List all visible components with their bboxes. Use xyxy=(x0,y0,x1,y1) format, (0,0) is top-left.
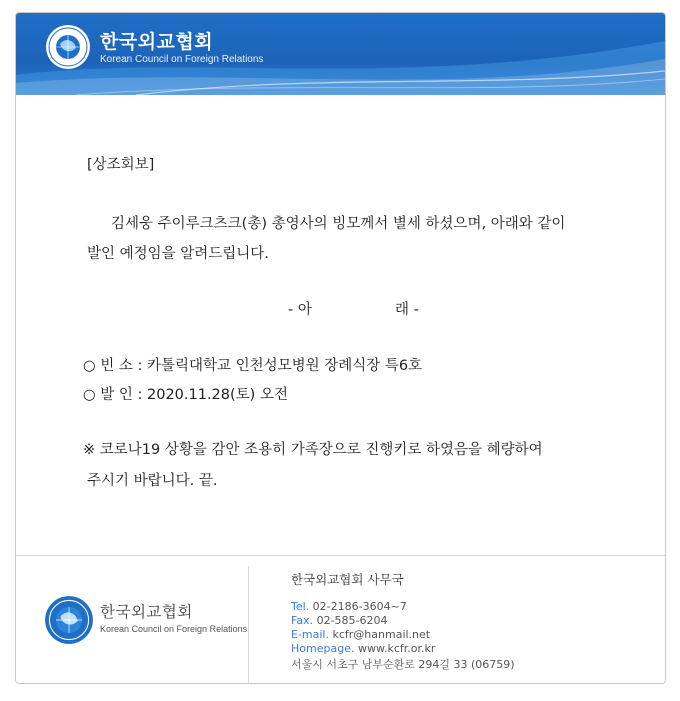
footer-logo-title: 한국외교협회 xyxy=(100,603,193,621)
kcfr-logo-icon xyxy=(45,24,91,70)
header-subtitle: Korean Council on Foreign Relations xyxy=(100,54,264,65)
header-title: 한국외교협회 xyxy=(100,31,214,53)
tel-value: 02-2186-3604~7 xyxy=(312,600,407,613)
funeral-hall-item: ○ 빈 소 : 카톨릭대학교 인천성모병원 장례식장 특6호 xyxy=(83,358,423,374)
fax-label: Fax. xyxy=(291,614,314,627)
covid-note-line1: ※ 코로나19 상황을 감안 조용히 가족장으로 진행키로 하였음을 혜량하여 xyxy=(83,442,543,458)
homepage-row xyxy=(291,642,435,655)
letter-para1-line2: 발인 예정임을 알려드립니다. xyxy=(87,246,269,262)
footer-logo-subtitle: Korean Council on Foreign Relations xyxy=(100,624,248,634)
covid-note-line2: 주시기 바랍니다. 끝. xyxy=(87,473,218,489)
fax-row xyxy=(291,614,388,627)
notice-heading-right: 래 - xyxy=(395,302,419,318)
notice-heading-left: - 아 xyxy=(288,302,312,318)
footer-logo-icon xyxy=(44,595,94,645)
footer-separator xyxy=(248,566,249,684)
email-frame xyxy=(15,12,666,684)
email-label: E-mail. xyxy=(291,628,329,641)
homepage-label: Homepage. xyxy=(291,642,355,655)
procession-item: ○ 발 인 : 2020.11.28(토) 오전 xyxy=(83,387,288,403)
letter-para1-line1: 김세웅 주이루크츠크(총) 총영사의 빙모께서 별세 하셨으며, 아래와 같이 xyxy=(111,216,566,232)
homepage-link[interactable]: www.kcfr.or.kr xyxy=(357,642,436,655)
letter-tag: [상조회보] xyxy=(87,157,155,173)
header-banner xyxy=(16,13,665,95)
email-row xyxy=(291,628,430,641)
footer-divider xyxy=(16,555,665,556)
tel-label: Tel. xyxy=(291,600,310,613)
office-name: 한국외교협회 사무국 xyxy=(291,572,404,587)
address-text: 서울시 서초구 남부순환로 294길 33 (06759) xyxy=(291,658,515,671)
email-link[interactable]: kcfr@hanmail.net xyxy=(332,628,431,641)
tel-row xyxy=(291,600,407,613)
fax-value: 02-585-6204 xyxy=(316,614,388,627)
